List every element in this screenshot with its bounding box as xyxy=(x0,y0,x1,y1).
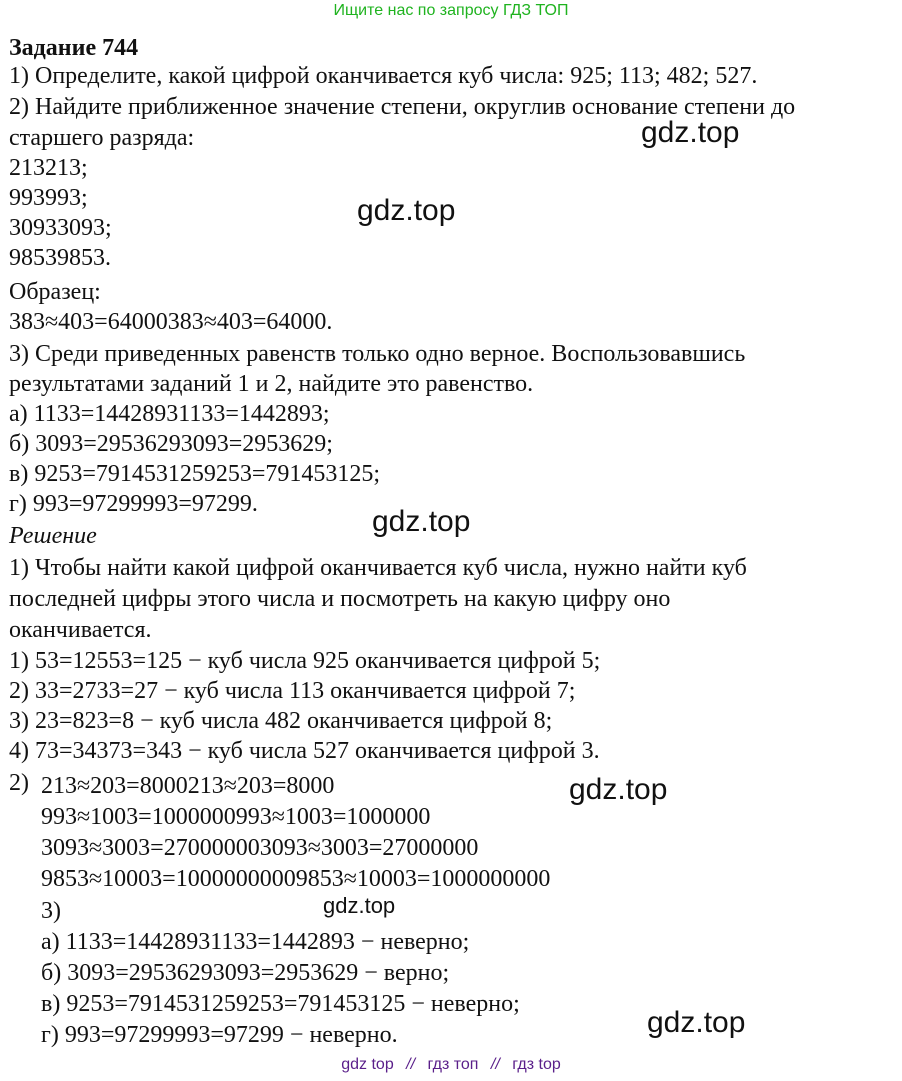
task-item: 30933093; xyxy=(9,215,112,241)
solution-item: 3093≈3003=270000003093≈3003=27000000 xyxy=(41,835,479,861)
watermark: gdz.top xyxy=(569,773,668,806)
task-option: в) 9253=7914531259253=791453125; xyxy=(9,461,381,487)
bottom-link[interactable]: гдз топ xyxy=(427,1056,479,1073)
sample-text: 383≈403=64000383≈403=64000. xyxy=(9,309,333,335)
watermark: gdz.top xyxy=(372,505,471,538)
watermark: gdz.top xyxy=(357,194,456,227)
link-separator: // xyxy=(490,1056,500,1073)
solution-item: 4) 73=34373=343 − куб числа 527 оканчивается цифрой 3. xyxy=(9,738,600,764)
solution-part-3-number: 3) xyxy=(41,898,61,924)
bottom-link[interactable]: гдз top xyxy=(512,1056,561,1073)
solution-item: г) 993=97299993=97299 − неверно. xyxy=(41,1022,398,1048)
solution-item: а) 1133=14428931133=1442893 − неверно; xyxy=(41,929,470,955)
solution-text: последней цифры этого числа и посмотреть на какую цифру оно xyxy=(9,586,671,612)
task-part-3-cont: результатами заданий 1 и 2, найдите это равенство. xyxy=(9,371,534,397)
task-option: б) 3093=29536293093=2953629; xyxy=(9,431,333,457)
link-separator: // xyxy=(406,1056,416,1073)
task-item: 98539853. xyxy=(9,245,111,271)
solution-text: 1) Чтобы найти какой цифрой оканчивается куб числа, нужно найти куб xyxy=(9,555,747,581)
sample-label: Образец: xyxy=(9,279,101,305)
task-title: Задание 744 xyxy=(9,35,139,61)
watermark: gdz.top xyxy=(647,1006,746,1039)
solution-item: в) 9253=7914531259253=791453125 − неверно; xyxy=(41,991,520,1017)
bottom-link[interactable]: gdz top xyxy=(341,1056,394,1073)
bottom-link-bar xyxy=(0,1056,902,1074)
watermark: gdz.top xyxy=(323,893,396,918)
task-part-2: 2) Найдите приближенное значение степени, округлив основание степени до xyxy=(9,94,796,120)
solution-part-2-number: 2) xyxy=(9,770,29,796)
task-part-1: 1) Определите, какой цифрой оканчивается куб числа: 925; 113; 482; 527. xyxy=(9,63,758,89)
watermark: gdz.top xyxy=(641,116,740,149)
task-item: 993993; xyxy=(9,185,88,211)
solution-item: 3) 23=823=8 − куб числа 482 оканчивается цифрой 8; xyxy=(9,708,553,734)
solution-item: 993≈1003=1000000993≈1003=1000000 xyxy=(41,804,431,830)
solution-item: 213≈203=8000213≈203=8000 xyxy=(41,773,335,799)
task-part-2-cont: старшего разряда: xyxy=(9,125,195,151)
solution-item: 1) 53=12553=125 − куб числа 925 оканчивается цифрой 5; xyxy=(9,648,601,674)
solution-label: Решение xyxy=(9,523,97,549)
solution-item: 2) 33=2733=27 − куб числа 113 оканчивается цифрой 7; xyxy=(9,678,576,704)
task-item: 213213; xyxy=(9,155,88,181)
solution-item: 9853≈10003=10000000009853≈10003=1000000000 xyxy=(41,866,551,892)
solution-text: оканчивается. xyxy=(9,617,152,643)
task-option: г) 993=97299993=97299. xyxy=(9,491,258,517)
solution-item: б) 3093=29536293093=2953629 − верно; xyxy=(41,960,450,986)
top-banner: Ищите нас по запросу ГДЗ ТОП xyxy=(333,2,569,19)
task-option: а) 1133=14428931133=1442893; xyxy=(9,401,330,427)
task-part-3: 3) Среди приведенных равенств только одно верное. Воспользовавшись xyxy=(9,341,746,367)
